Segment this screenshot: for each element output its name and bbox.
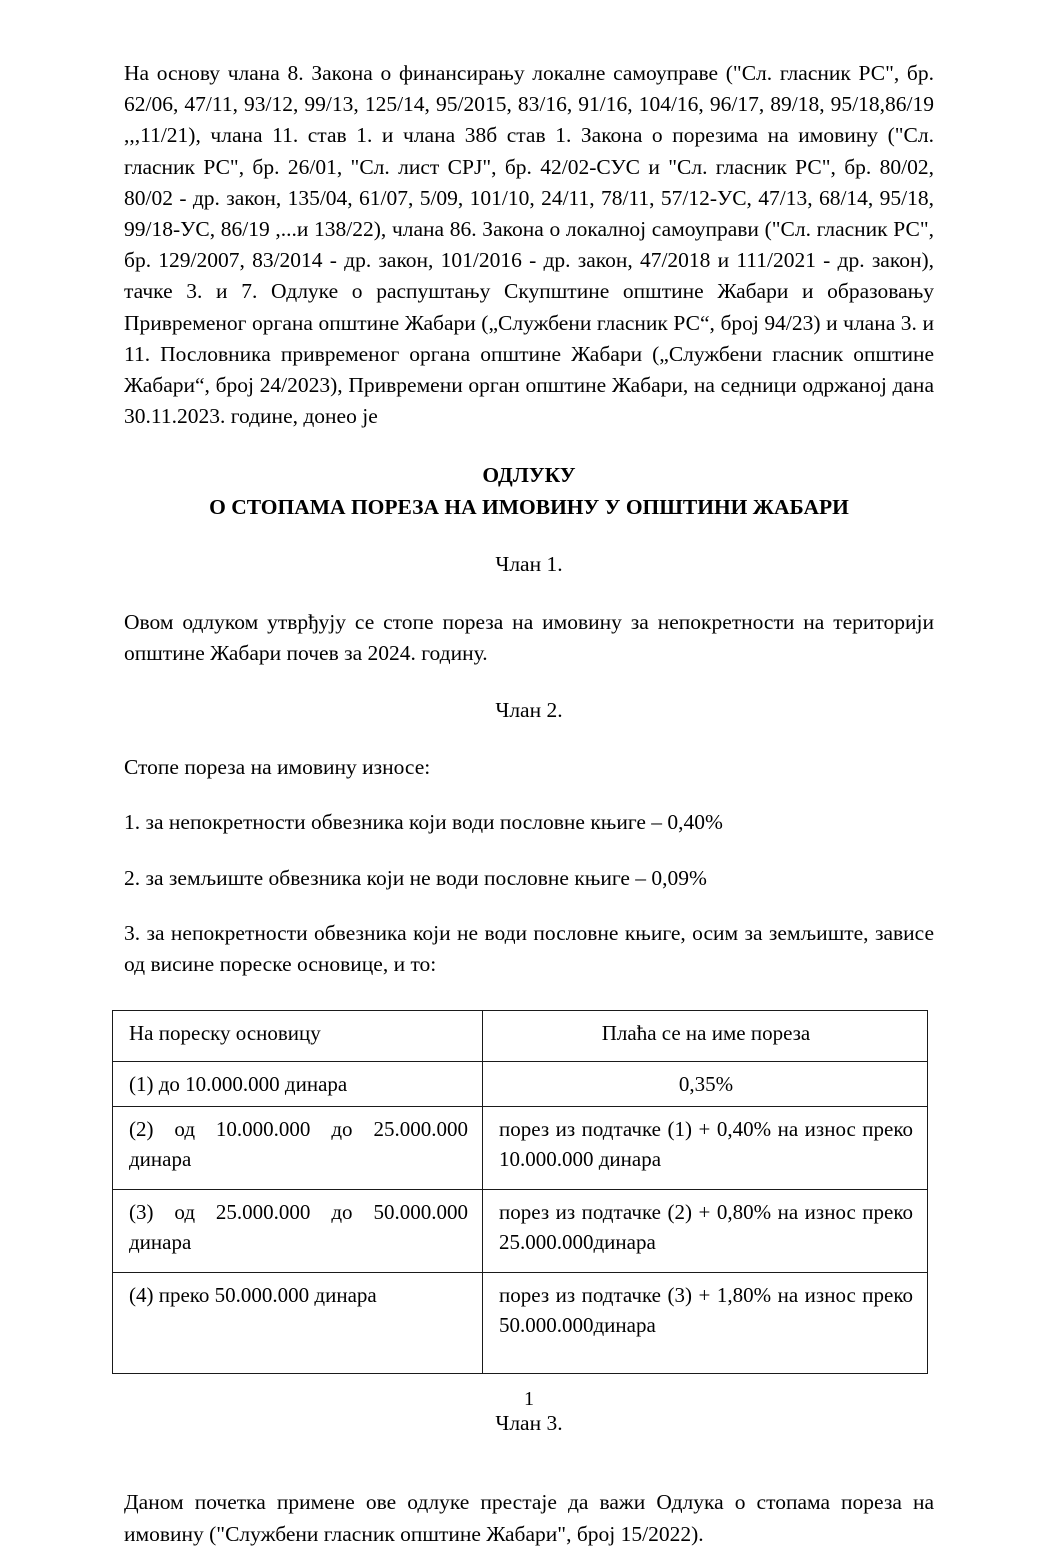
table-header-row (113, 1011, 928, 1062)
table-cell-basis-3: (3) од 25.000.000 до 50.000.000 динара (113, 1190, 483, 1273)
table-row (113, 1107, 928, 1190)
table-cell-tax-2: порез из подтачке (1) + 0,40% на износ преко 10.000.000 динара (483, 1107, 928, 1190)
article-1-paragraph: Овом одлуком утврђују се стопе пореза на имовину за непокретности на територији општине Жабари почев за 2024. годину. (124, 609, 934, 665)
table-cell-basis-2: (2) од 10.000.000 до 25.000.000 динара (113, 1107, 483, 1190)
document-content (124, 58, 934, 1550)
article-2-item-3: 3. за непокретности обвезника који не води пословне књиге, осим за земљиште, зависе од висине пореске основице, и то: (124, 920, 934, 977)
table-row (113, 1273, 928, 1374)
page-number: 1 (524, 1388, 534, 1410)
decision-title (124, 460, 934, 523)
table-cell-tax-1: 0,35% (483, 1062, 928, 1107)
article-2-item-2: 2. за земљиште обвезника који не води пословне књиге – 0,09% (124, 865, 707, 890)
table-row (113, 1062, 928, 1107)
article-1-heading: Члан 1. (495, 552, 563, 577)
table-cell-basis-4: (4) преко 50.000.000 динара (113, 1273, 483, 1374)
decision-title-line-1: ОДЛУКУ (482, 463, 576, 488)
table-cell-tax-3: порез из подтачке (2) + 0,80% на износ преко 25.000.000динара (483, 1190, 928, 1273)
article-3-paragraph: Даном почетка примене ове одлуке престаје да важи Одлука о стопама пореза на имовину ("Службени гласник општине Жабари", број 15/2022). (124, 1490, 934, 1546)
article-3-heading: Члан 3. (495, 1411, 563, 1436)
table-header-basis: На пореску основицу (113, 1011, 483, 1062)
table-header-tax: Плаћа се на име пореза (483, 1011, 928, 1062)
intro-paragraph: На основу члана 8. Закона о финансирању локалне самоуправе ("Сл. гласник РС", бр. 62/06, 47/11, 93/12, 99/13, 125/14, 95/2015, 83/16, 91/16, 104/16, 96/17, 89/18, 95/18,86/19 ,,,11/21), члана 11. став 1. и члана 38б став 1. Закона о порезима на имовину ("Сл. гласник РС", бр. 26/01, "Сл. лист СРЈ", бр. 42/02-СУС и "Сл. гласник РС", бр. 80/02, 80/02 - др. закон, 135/04, 61/07, 5/09, 101/10, 24/11, 78/11, 57/12-УС, 47/13, 68/14, 95/18, 99/18-УС, 86/19 ,...и 138/22), члана 86. Закона о локалној самоуправи ("Сл. гласник РС", бр. 129/2007, 83/2014 - др. закон, 101/2016 - др. закон, 47/2018 и 111/2021 - др. закон), тачке 3. и 7. Одлуке о распуштању Скупштине општине Жабари и образовању Привременог органа општине Жабари („Службени гласник РС“, број 94/23) и члана 3. и 11. Пословника привременог органа општине Жабари („Службени гласник општине Жабари“, број 24/2023), Привремени орган општине Жабари, на седници одржаној дана 30.11.2023. године, донео је (124, 61, 934, 429)
table-row (113, 1190, 928, 1273)
article-2-lead: Стопе пореза на имовину износе: (124, 755, 431, 780)
decision-title-line-2: О СТОПАМА ПОРЕЗА НА ИМОВИНУ У ОПШТИНИ ЖАБАРИ (209, 494, 849, 519)
table-cell-basis-1: (1) до 10.000.000 динара (113, 1062, 483, 1107)
article-2-item-1: 1. за непокретности обвезника који води пословне књиге – 0,40% (124, 810, 723, 835)
table-cell-tax-4: порез из подтачке (3) + 1,80% на износ преко 50.000.000динара (483, 1273, 928, 1374)
tax-rates-table (112, 1010, 928, 1374)
article-2-heading: Члан 2. (495, 698, 563, 723)
